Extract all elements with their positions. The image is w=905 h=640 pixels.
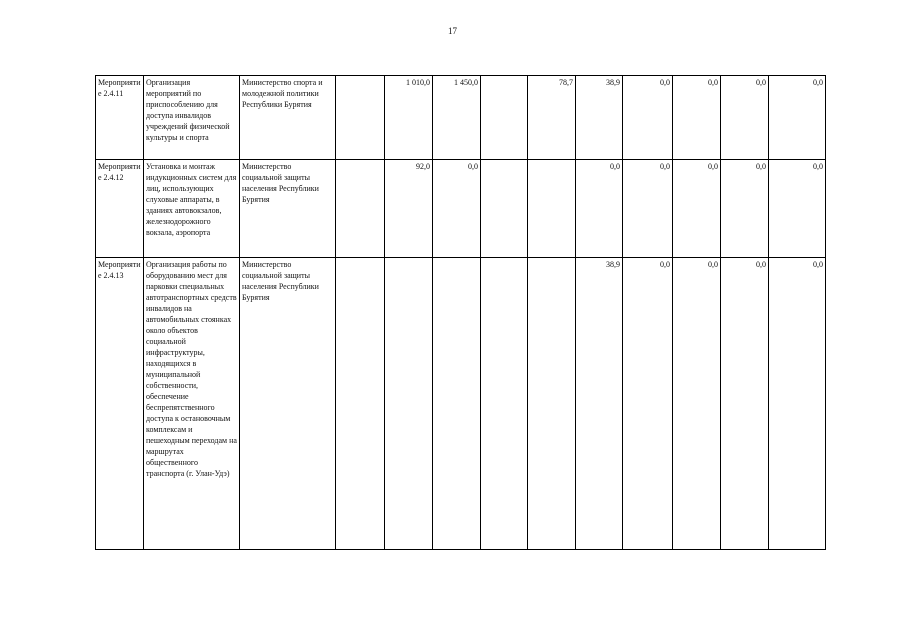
value-cell: 38,9	[576, 76, 623, 160]
value-cell: 0,0	[721, 258, 769, 550]
value-cell: 0,0	[769, 76, 826, 160]
value-cell	[528, 160, 576, 258]
value-cell: 0,0	[623, 76, 673, 160]
activity-name: Организация мероприятий по приспособлению для доступа инвалидов учреждений физической культуры и спорта	[144, 76, 240, 160]
page-number: 17	[448, 26, 457, 36]
value-cell	[336, 258, 385, 550]
value-cell: 1 010,0	[385, 76, 433, 160]
value-cell: 0,0	[576, 160, 623, 258]
activity-executor: Министерство социальной защиты населения Республики Бурятия	[240, 160, 336, 258]
activity-id: Мероприятие 2.4.13	[96, 258, 144, 550]
activity-id: Мероприятие 2.4.12	[96, 160, 144, 258]
value-cell: 0,0	[433, 160, 481, 258]
value-cell: 0,0	[769, 258, 826, 550]
activity-name: Установка и монтаж индукционных систем для лиц, использующих слуховые аппараты, в зданиях автовокзалов, железнодорожного вокзала, аэропорта	[144, 160, 240, 258]
value-cell: 0,0	[673, 160, 721, 258]
value-cell: 0,0	[623, 258, 673, 550]
table-row	[96, 258, 826, 550]
activity-name: Организация работы по оборудованию мест для парковки специальных автотранспортных средств инвалидов на автомобильных стоянках около объектов социальной инфраструктуры, находящихся в муниципальной собственности, обеспечение беспрепятственного доступа к остановочным комплексам и пешеходным переходам на маршрутах общественного транспорта (г. Улан-Удэ)	[144, 258, 240, 550]
value-cell: 1 450,0	[433, 76, 481, 160]
activity-id: Мероприятие 2.4.11	[96, 76, 144, 160]
value-cell: 0,0	[673, 258, 721, 550]
value-cell	[481, 258, 528, 550]
value-cell	[481, 76, 528, 160]
value-cell: 38,9	[576, 258, 623, 550]
value-cell	[528, 258, 576, 550]
activity-executor: Министерство социальной защиты населения Республики Бурятия	[240, 258, 336, 550]
value-cell	[336, 76, 385, 160]
value-cell: 0,0	[721, 160, 769, 258]
value-cell: 0,0	[673, 76, 721, 160]
table-row	[96, 76, 826, 160]
value-cell: 92,0	[385, 160, 433, 258]
value-cell	[336, 160, 385, 258]
value-cell	[481, 160, 528, 258]
value-cell: 0,0	[623, 160, 673, 258]
value-cell: 0,0	[769, 160, 826, 258]
value-cell: 0,0	[721, 76, 769, 160]
table-row	[96, 160, 826, 258]
value-cell	[433, 258, 481, 550]
program-table	[95, 75, 826, 550]
activity-executor: Министерство спорта и молодежной политики Республики Бурятия	[240, 76, 336, 160]
value-cell: 78,7	[528, 76, 576, 160]
value-cell	[385, 258, 433, 550]
